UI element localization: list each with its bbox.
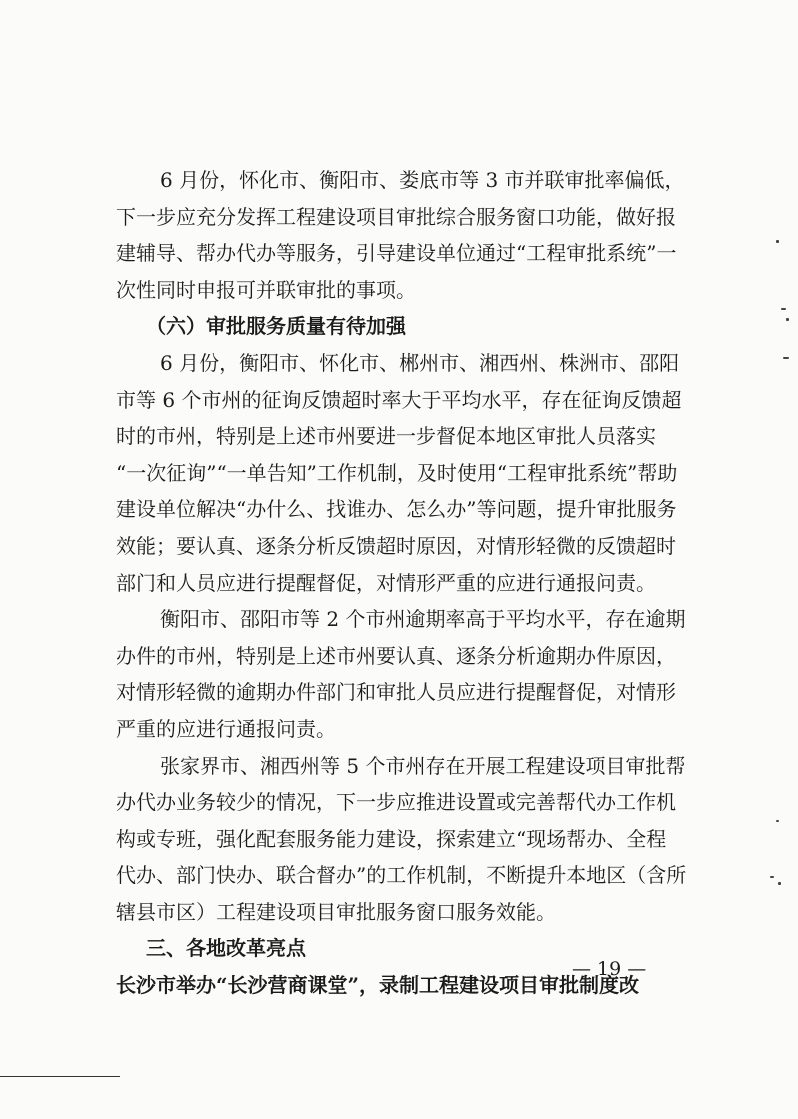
paragraph-line: 张家界市、湘西州等 5 个市州存在开展工程建设项目审批帮 — [160, 753, 686, 778]
paragraph-line: 严重的应进行通报问责。 — [116, 716, 336, 741]
scan-speck — [781, 308, 786, 310]
paragraph-line: 次性同时申报可并联审批的事项。 — [116, 277, 416, 302]
paragraph-line: 建辅导、帮办代办等服务，引导建设单位通过“工程审批系统”一 — [116, 241, 677, 266]
scan-speck — [786, 318, 789, 321]
page-number: — 19 — — [572, 958, 647, 980]
paragraph-line: 6 月份，衡阳市、怀化市、郴州市、湘西州、株洲市、邵阳 — [160, 350, 680, 375]
scan-speck — [783, 357, 789, 359]
scan-speck — [778, 882, 781, 885]
paragraph-line: 部门和人员应进行提醒督促，对情形严重的应进行通报问责。 — [116, 570, 656, 595]
paragraph-line: 衡阳市、邵阳市等 2 个市州逾期率高于平均水平，存在逾期 — [160, 607, 686, 632]
paragraph-line: 辖县市区）工程建设项目审批服务窗口服务效能。 — [116, 899, 556, 924]
paragraph-line: 对情形轻微的逾期办件部门和审批人员应进行提醒督促，对情形 — [116, 680, 676, 705]
section-heading: 三、各地改革亮点 — [146, 936, 306, 961]
paragraph-line: 构或专班，强化配套服务能力建设，探索建立“现场帮办、全程 — [116, 826, 667, 851]
footnote-divider — [0, 1076, 120, 1077]
scan-speck — [776, 240, 779, 243]
paragraph-line: 办件的市州，特别是上述市州要认真、逐条分析逾期办件原因， — [116, 643, 676, 668]
paragraph-line: 代办、部门快办、联合督办”的工作机制，不断提升本地区（含所 — [116, 863, 687, 888]
scan-speck — [770, 876, 774, 878]
subsection-heading: （六）审批服务质量有待加强 — [146, 314, 406, 339]
paragraph-line: 下一步应充分发挥工程建设项目审批综合服务窗口功能，做好报 — [116, 204, 676, 229]
paragraph-line: 效能；要认真、逐条分析反馈超时原因，对情形轻微的反馈超时 — [116, 533, 676, 558]
paragraph-line: 建设单位解决“办什么、找谁办、怎么办”等问题，提升审批服务 — [116, 497, 677, 522]
scan-speck — [776, 820, 779, 822]
paragraph-line: 市等 6 个市州的征询反馈超时率大于平均水平，存在征询反馈超 — [116, 387, 682, 412]
paragraph-line: “一次征询”“一单告知”工作机制，及时使用“工程审批系统”帮助 — [116, 460, 678, 485]
paragraph-line: 时的市州，特别是上述市州要进一步督促本地区审批人员落实 — [116, 424, 656, 449]
paragraph-line: 办代办业务较少的情况，下一步应推进设置或完善帮代办工作机 — [116, 790, 676, 815]
body-text — [116, 162, 687, 1004]
paragraph-line: 6 月份，怀化市、衡阳市、娄底市等 3 市并联审批率偏低， — [160, 168, 685, 192]
paragraph-line: 长沙市举办“长沙营商课堂”，录制工程建设项目审批制度改 — [116, 973, 640, 998]
